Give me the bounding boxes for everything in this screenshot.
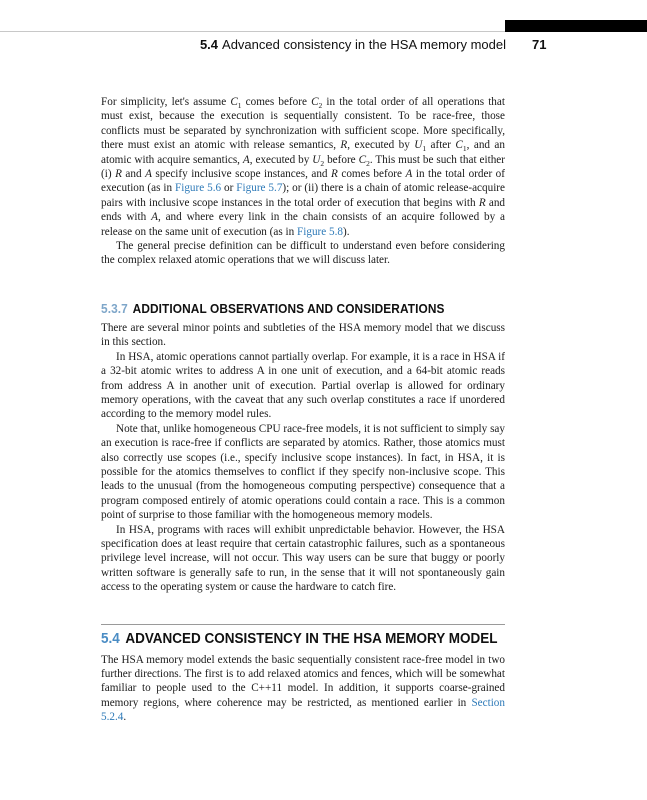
section-heading: [101, 630, 498, 647]
running-head-title: Advanced consistency in the HSA memory model: [222, 37, 506, 52]
running-head: [0, 37, 506, 52]
paragraph-race-free-conditions: For simplicity, let's assume $C_1$ comes before $C_2$ in the total order of all operations that must exist, because the execution is sequentially consistent. To be race-free, those conflicts must be separated by synchronization with sufficient scope. More specifically, there must exist an atomic with release semantics, R, executed by $U_1$ after $C_1$, and an atomic with acquire semantics, A, executed by $U_2$ before $C_2$. This must be such that either (i) R and A specify inclusive scope instances, and R comes before A in the total order of execution (as in Figure 5.6 or Figure 5.7); or (ii) there is a chain of atomic release-acquire pairs with inclusive scope instances in the total order of execution that begins with R and ends with A, and where every link in the chain consists of an acquire followed by a release on the same unit of execution (as in Figure 5.8).: [101, 96, 506, 238]
page-content: [101, 95, 505, 725]
figure-5-8-link[interactable]: Figure 5.8: [297, 225, 344, 238]
paragraph-partial-overlap: In HSA, atomic operations cannot partially overlap. For example, it is a race in HSA if a 32-bit atomic writes to address A in one unit of execution, and a 64-bit atomic reads from address A in another unit of execution. Partial overlap is allowed for ordinary memory operations, with the caveat that any such overlap constitutes a race if unordered according to the memory model rules.: [101, 350, 505, 421]
paragraph-scopes: Note that, unlike homogeneous CPU race-free models, it is not sufficient to simply say an execution is race-free if conflicts are separated by atomics. Rather, those atomics must also correctly use scopes (i.e., specify inclusive scope instances). In fact, in HSA, it is possible for the atomics themselves to conflict if they specify non-inclusive scope. This leads to the unusual (from the homogeneous computing perspective) consequence that a program composed entirely of atomic operations could contain a race. This is a common point of surprise to those familiar with the homogeneous memory models.: [101, 422, 505, 522]
subsection-heading: [101, 302, 485, 316]
figure-5-7-link[interactable]: Figure 5.7: [236, 182, 283, 195]
paragraph-general-definition: The general precise definition can be difficult to understand even before considering the complex relaxed atomic operations that we will discuss later.: [101, 240, 505, 267]
section-5-2-4-link[interactable]: Section 5.2.4: [101, 696, 505, 724]
subsection-number: 5.3.7: [101, 301, 128, 316]
paragraph-minor-points: There are several minor points and subtleties of the HSA memory model that we discuss in this section.: [101, 321, 505, 349]
paragraph-advanced-consistency: The HSA memory model extends the basic sequentially consistent race-free model in two further directions. The first is to add relaxed atomics and fences, which will be somewhat familiar to people used to the C++11 model. In addition, it supports coarse-grained memory regions, where coherence may be restricted, as mentioned earlier in Section 5.2.4.: [101, 653, 505, 724]
paragraph-races-behavior: In HSA, programs with races will exhibit unpredictable behavior. However, the HSA specification does at least require that certain catastrophic failures, such as a spontaneous privilege level increase, will not occur. This way users can be sure that buggy or poorly written software is generally safe to run, in the sense that it will not spontaneously gain access to the operating system or cause the hardware to catch fire.: [101, 523, 505, 594]
figure-5-6-link[interactable]: Figure 5.6: [175, 182, 222, 195]
section-number: 5.4: [101, 630, 120, 647]
page-number: 71: [532, 37, 547, 52]
header-bar: [505, 20, 647, 32]
header-rule: [0, 31, 505, 32]
section-rule: [101, 624, 505, 625]
section-title: ADVANCED CONSISTENCY IN THE HSA MEMORY MODEL: [125, 630, 498, 647]
running-head-section-number: 5.4: [199, 37, 219, 52]
subsection-title: ADDITIONAL OBSERVATIONS AND CONSIDERATIONS: [132, 301, 445, 316]
